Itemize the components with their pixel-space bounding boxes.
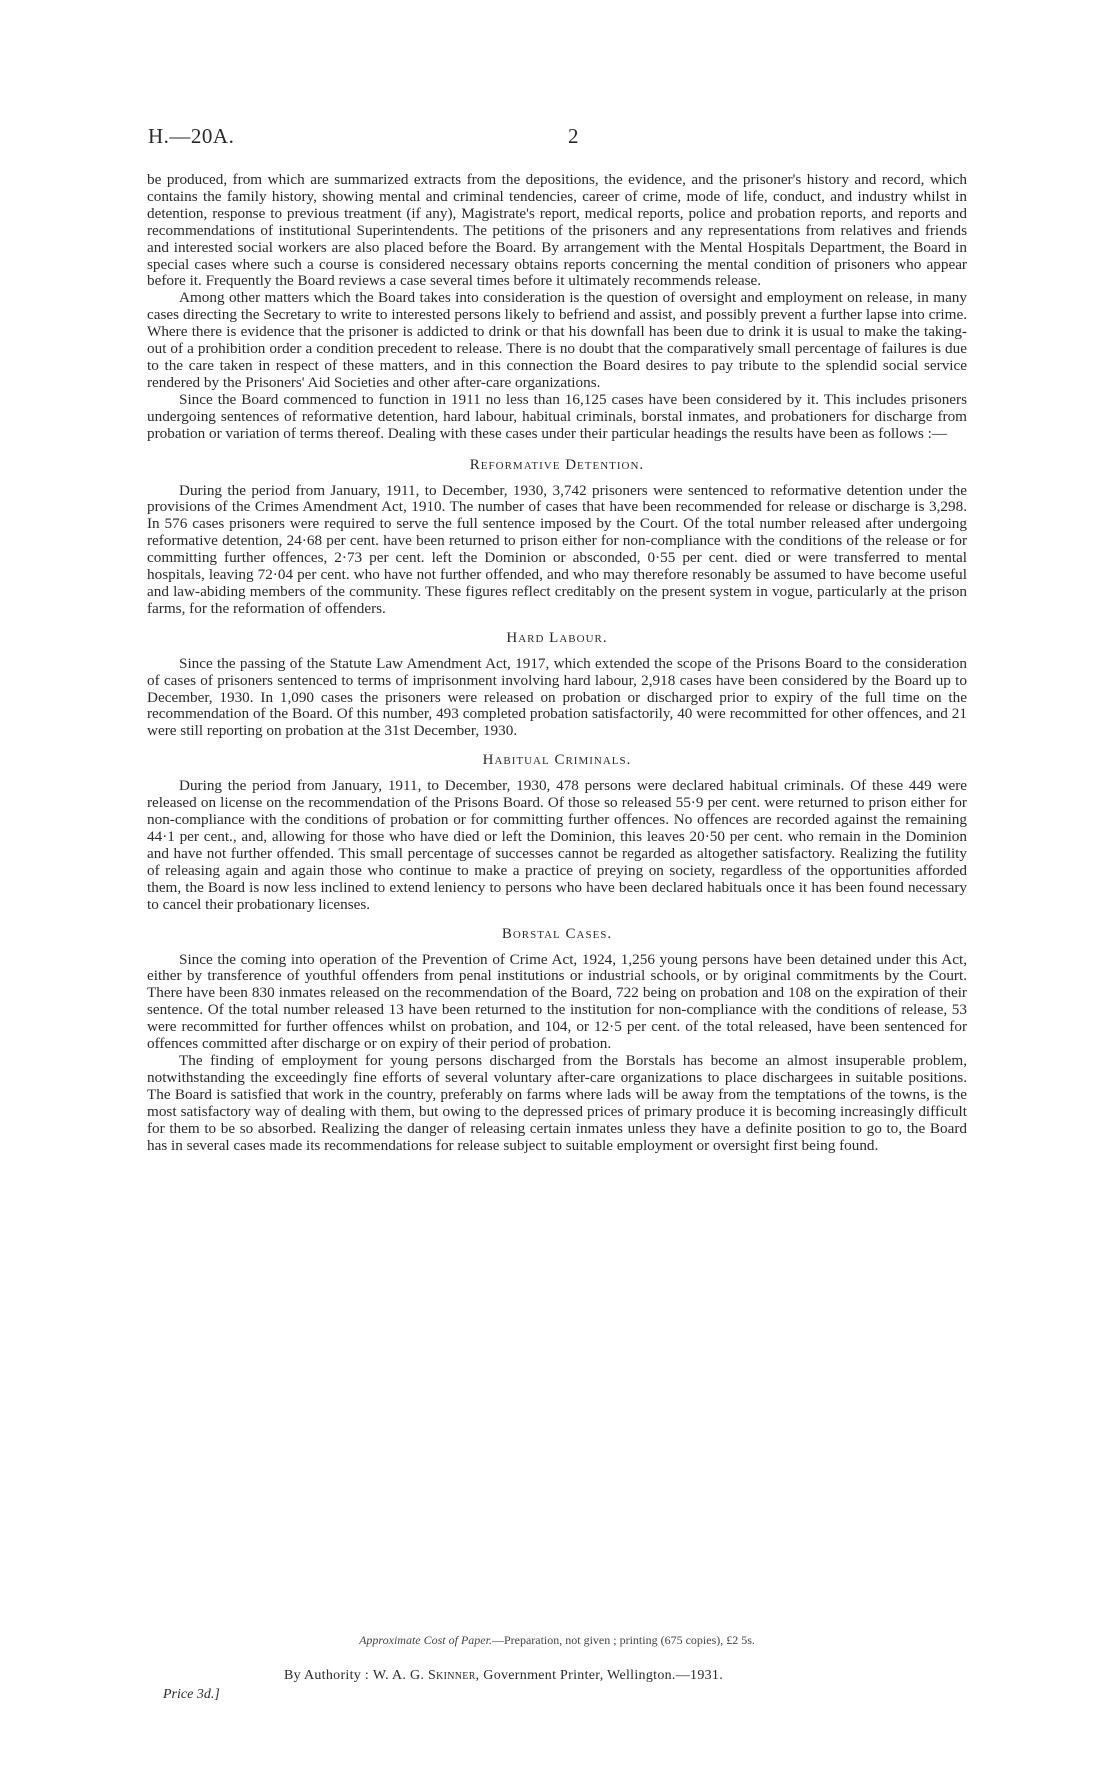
section-heading-borstal: Borstal Cases. xyxy=(501,925,613,942)
cost-label: Approximate Cost of Paper. xyxy=(359,1633,492,1647)
section-heading-reformative: Reformative Detention. xyxy=(469,456,645,473)
reformative-paragraph: During the period from January, 1911, to December, 1930, 3,742 prisoners were sentenced to reformative detention under the provisions of the Crimes Amendment Act, 1910. The number of cases that have been recommended for release or discharge is 3,298. In 576 cases prisoners were required to serve the full sentence imposed by the Court. Of the total number released after undergoing reformative detention, 24·68 per cent. have been returned to prison either for non-compliance with the conditions of the release or for committing further offences, 2·73 per cent. left the Dominion or absconded, 0·55 per cent. died or were transferred to mental hospitals, leaving 72·04 per cent. who have not further offended, and who may therefore resonably be assumed to have become useful and law-abiding members of the community. These figures reflect creditably on the present system in vogue, particularly at the prison farms, for the reformation of offenders. xyxy=(147,481,967,617)
habitual-paragraph: During the period from January, 1911, to December, 1930, 478 persons were declared habitual criminals. Of these 449 were released on license on the recommendation of the Prisons Board. Of those so released 55·9 per cent. were returned to prison either for non-compliance with the conditions of probation or for committing further offences. No offences are recorded against the remaining 44·1 per cent., and, allowing for those who have died or left the Dominion, this leaves 20·50 per cent. who remain in the Dominion and have not further offended. This small percentage of successes cannot be regarded as altogether satisfactory. Realizing the futility of releasing again and again those who continue to make a practice of preying on society, regardless of the opportunities afforded them, the Board is now less inclined to extend leniency to persons who have been declared habituals once it has been found necessary to cancel their probationary licenses. xyxy=(147,777,967,913)
page-header xyxy=(148,124,966,154)
section-heading-hard-labour: Hard Labour. xyxy=(506,629,608,646)
authority-line xyxy=(284,1668,723,1684)
intro-paragraph: Among other matters which the Board takes into consideration is the question of oversight and employment on release, in many cases directing the Secretary to write to interested persons likely to befriend and assist, and possibly prevent a further lapse into crime. Where there is evidence that the prisoner is addicted to drink or that his downfall has been due to drink it is usual to make the taking-out of a prohibition order a condition precedent to release. There is no doubt that the comparatively small percentage of failures is due to the care taken in respect of these matters, and in this connection the Board desires to pay tribute to the splendid social service rendered by the Prisoners' Aid Societies and other after-care organizations. xyxy=(147,289,967,391)
section-heading-habitual: Habitual Criminals. xyxy=(482,752,632,769)
cost-text: —Preparation, not given ; printing (675 copies), £2 5s. xyxy=(491,1633,755,1647)
intro-paragraph: Since the Board commenced to function in 1911 no less than 16,125 cases have been considered by it. This includes prisoners undergoing sentences of reformative detention, hard labour, habitual criminals, borstal inmates, and probationers for discharge from probation or variation of terms thereof. Dealing with these cases under their particular headings the results have been as follows :— xyxy=(147,390,967,442)
price: Price 3d.] xyxy=(163,1687,220,1702)
borstal-paragraph: The finding of employment for young persons discharged from the Borstals has become an almost insuperable problem, notwithstanding the exceedingly fine efforts of several voluntary after-care organizations to place dischargees in suitable positions. The Board is satisfied that work in the country, preferably on farms where lads will be away from the temptations of the towns, is the most satisfactory way of dealing with them, but owing to the depressed prices of primary produce it is becoming increasingly difficult for them to be so absorbed. Realizing the danger of releasing certain inmates unless they have a definite position to go to, the Board has in several cases made its recommendations for release subject to suitable employment or oversight first being found. xyxy=(147,1051,967,1154)
intro-paragraph: be produced, from which are summarized extracts from the depositions, the evidence, and the prisoner's history and record, which contains the family history, showing mental and criminal tendencies, career of crime, mode of life, conduct, and industry whilst in detention, response to previous treatment (if any), Magistrate's report, medical reports, police and probation reports, and reports and recommendations of institutional Superintendents. The petitions of the prisoners and any representations from relatives and friends and interested social workers are also placed before the Board. By arrangement with the Mental Hospitals Department, the Board in special cases where such a course is considered necessary obtains reports concerning the mental condition of prisoners who appear before it. Frequently the Board reviews a case several times before it ultimately recommends release. xyxy=(147,171,967,290)
authority-suffix: Government Printer, Wellington.—1931. xyxy=(483,1668,724,1683)
cost-of-paper-note xyxy=(147,1633,967,1648)
page-number: 2 xyxy=(568,124,579,148)
hard-labour-paragraph: Since the passing of the Statute Law Amendment Act, 1917, which extended the scope of the Prisons Board to the consideration of cases of prisoners sentenced to terms of imprisonment involving hard labour, 2,918 cases have been considered by the Board up to December, 1930. In 1,090 cases the prisoners were released on probation or discharged prior to expiry of the full time on the recommendation of the Board. Of this number, 493 completed probation satisfactorily, 40 were recommitted for other offences, and 21 were still reporting on probation at the 31st December, 1930. xyxy=(147,654,967,740)
document-reference: H.—20A. xyxy=(148,124,235,148)
borstal-paragraph: Since the coming into operation of the Prevention of Crime Act, 1924, 1,256 young persons have been detained under this Act, either by transference of youthful offenders from penal institutions or industrial schools, or by original commitments by the Court. There have been 830 inmates released on the recommendation of the Board, 722 being on probation and 108 on the expiration of their sentence. Of the total number released 13 have been returned to the institution for non-compliance with the conditions of release, 53 were recommitted for further offences whilst on probation, and 104, or 12·5 per cent. of the total released, have been sentenced for offences committed after discharge or on expiry of their period of probation. xyxy=(147,950,967,1053)
authority-prefix: By Authority : xyxy=(284,1668,370,1683)
document-body xyxy=(147,172,967,1154)
printer-name: W. A. G. Skinner, xyxy=(372,1668,480,1683)
